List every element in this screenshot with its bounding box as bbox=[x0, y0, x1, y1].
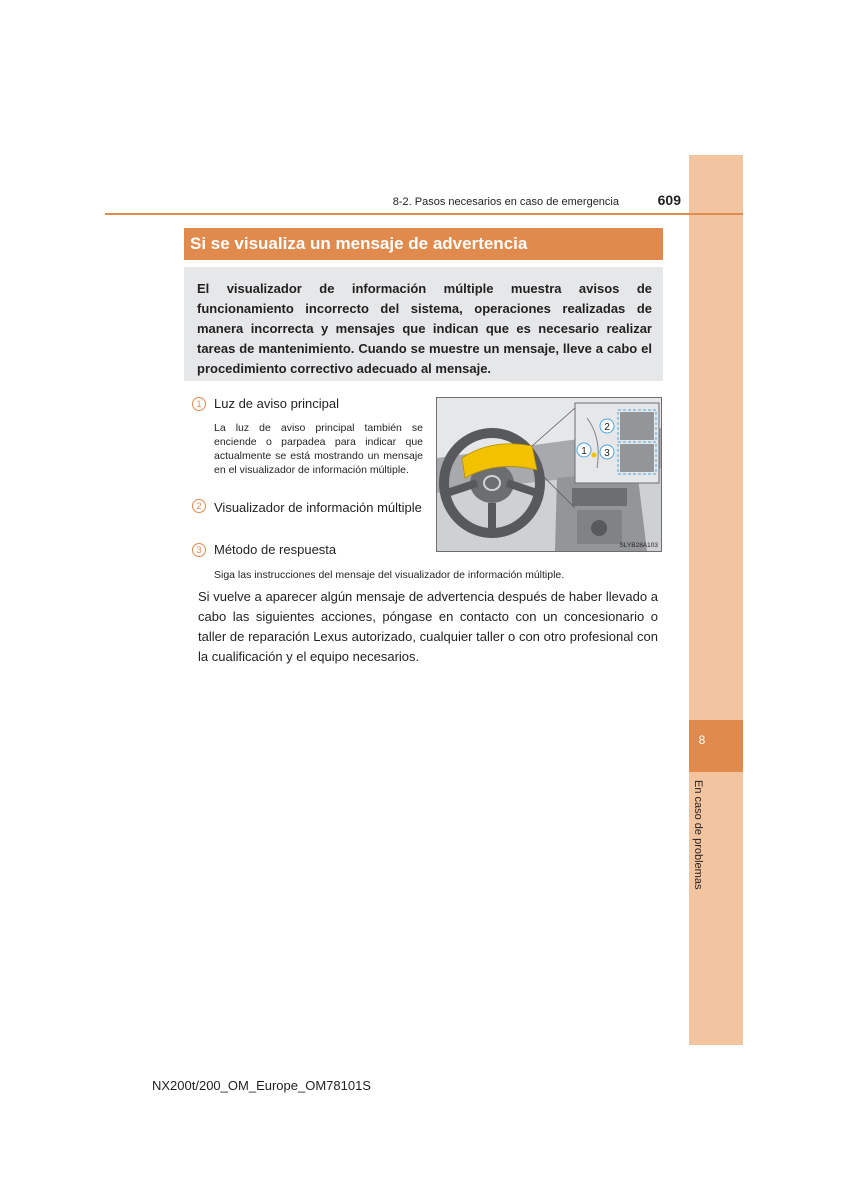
item-2-label: Visualizador de información múltiple bbox=[214, 500, 422, 515]
running-header-title: 8-2. Pasos necesarios en caso de emergencia bbox=[392, 196, 619, 208]
chapter-side-tab bbox=[689, 155, 743, 1045]
item-1-number-circle: 1 bbox=[192, 397, 206, 411]
header-rule bbox=[105, 213, 743, 215]
item-3-label: Método de respuesta bbox=[214, 542, 337, 557]
final-paragraph: Si vuelve a aparecer algún mensaje de advertencia después de haber llevado a cabo las siguientes acciones, póngase en contacto con un concesionario o taller de reparación Lexus autorizado, cualquier taller o con otro profesional con la cualificación y el equipo necesarios. bbox=[198, 589, 658, 664]
dashboard-drawing bbox=[437, 398, 661, 551]
item-3-number-circle: 3 bbox=[192, 543, 206, 557]
item-2-number-circle: 2 bbox=[192, 499, 206, 513]
dashboard-illustration bbox=[436, 397, 662, 552]
section-heading: Si se visualiza un mensaje de advertencia bbox=[184, 228, 663, 260]
page-number: 609 bbox=[657, 192, 681, 208]
item-1-description: La luz de aviso principal también se enciende o parpadea para indicar que actualmente se está mostrando un mensaje en el visualizador de información múltiple. bbox=[214, 422, 423, 476]
item-1-label: Luz de aviso principal bbox=[214, 396, 340, 411]
intro-text: El visualizador de información múltiple muestra avisos de funcionamiento incorrecto del sistema, operaciones realizadas de manera incorrecta y mensajes que indican que es necesario realizar tareas de mantenimiento. Cuando se muestre un mensaje, lleve a cabo el procedimiento correctivo adecuado al mensaje. bbox=[197, 281, 652, 376]
callout-1: 1 bbox=[581, 446, 587, 457]
callout-2: 2 bbox=[604, 422, 610, 433]
callout-3: 3 bbox=[604, 448, 610, 459]
illustration-code: SLYB28A103 bbox=[619, 542, 658, 549]
chapter-number: 8 bbox=[698, 733, 706, 747]
item-3-description: Siga las instrucciones del mensaje del visualizador de información múltiple. bbox=[214, 569, 565, 581]
chapter-title: En caso de problemas bbox=[692, 780, 704, 890]
intro-box bbox=[184, 267, 663, 381]
footer-document-code: NX200t/200_OM_Europe_OM78101S bbox=[152, 1078, 371, 1093]
